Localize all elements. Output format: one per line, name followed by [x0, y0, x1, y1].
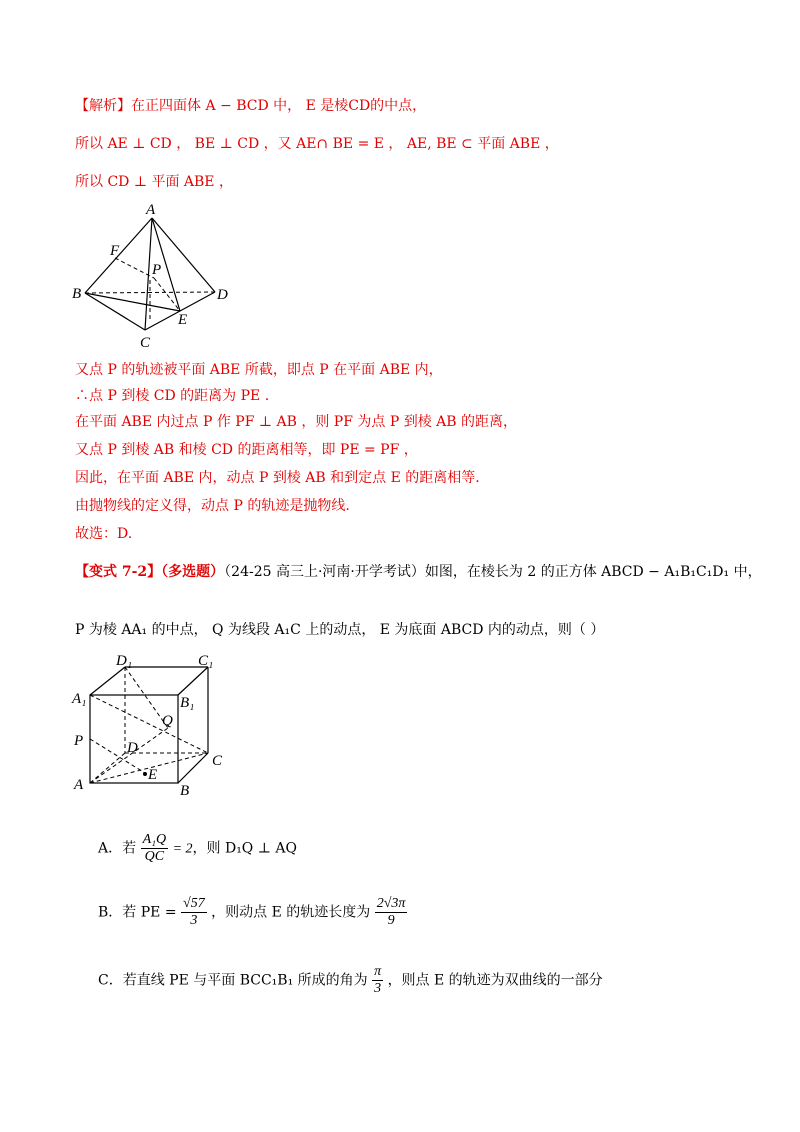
- edge-B1C1: [178, 667, 208, 695]
- point-E: [143, 772, 147, 776]
- label-C: C: [140, 335, 151, 350]
- analysis-line-3: 所以 CD ⊥ 平面 ABE ，: [75, 174, 233, 190]
- segment-FP: [115, 258, 154, 278]
- analysis-line-10: 故选：D.: [75, 526, 133, 542]
- analysis-line-9: 由抛物线的定义得，动点 P 的轨迹是抛物线.: [75, 498, 350, 514]
- label-B1: B₁: [180, 695, 195, 711]
- analysis-line-2: 所以 AE ⊥ CD ， BE ⊥ CD ，又 AE∩ BE = E ， AE, BE ⊂ 平面 ABE ，: [75, 136, 559, 152]
- analysis-line-7: 又点 P 到棱 AB 和棱 CD 的距离相等，即 PE = PF ，: [75, 442, 418, 458]
- variant-line-1: [75, 562, 762, 582]
- label-D: D: [217, 287, 228, 303]
- variant-line-2: P 为棱 AA₁ 的中点， Q 为线段 A₁C 上的动点， E 为底面 ABCD 内的动点，则（ ）: [75, 622, 605, 638]
- analysis-line-4: 又点 P 的轨迹被平面 ABE 所截，即点 P 在平面 ABE 内，: [75, 362, 443, 378]
- analysis-line-1: 【解析】在正四面体 A − BCD 中， E 是棱CD的中点，: [75, 98, 427, 114]
- option-a: A．若 $\frac{\text{A₁Q}}{QC}$ = 2，则 D₁Q ⊥ AQ: [98, 832, 297, 864]
- variant-source: （24-25 高三上·河南·开学考试）如图，在棱长为 2 的正方体 ABCD − A₁B₁C₁D₁ 中，: [224, 564, 762, 580]
- label-D: D: [127, 740, 138, 756]
- label-E: E: [178, 312, 188, 328]
- cube-figure: [70, 655, 240, 805]
- variant-tag: 【变式 7-2】（多选题）: [75, 564, 225, 580]
- analysis-line-5: ∴点 P 到棱 CD 的距离为 PE .: [75, 388, 270, 404]
- label-B: B: [72, 286, 82, 302]
- label-A1: A₁: [72, 691, 87, 707]
- label-P: P: [152, 262, 162, 278]
- label-Q: Q: [162, 713, 173, 729]
- tetrahedron-figure: [70, 200, 240, 350]
- label-B: B: [180, 783, 190, 799]
- edge-A1D1: [90, 667, 125, 695]
- front-face: [90, 695, 178, 783]
- segment-PE: [154, 278, 180, 311]
- edge-BD-hidden: [85, 292, 215, 293]
- label-P: P: [74, 733, 84, 749]
- fraction-c: $\frac{\pi}{3}$: [374, 964, 382, 996]
- label-E: E: [148, 767, 158, 783]
- label-A: A: [74, 777, 84, 793]
- label-D1: D₁: [116, 655, 133, 669]
- option-b: B．若 PE = $\frac{√57}{3}$ ，则动点 E 的轨迹长度为 $\frac{2√3\pi}{9}$: [98, 896, 406, 928]
- analysis-line-8: 因此，在平面 ABE 内，动点 P 到棱 AB 和到定点 E 的距离相等.: [75, 470, 480, 486]
- edge-AD: [152, 218, 215, 292]
- fraction-b2: $\frac{2√3\pi}{9}$: [376, 896, 406, 928]
- label-C1: C₁: [198, 655, 214, 669]
- fraction-b1: $\frac{√57}{3}$: [183, 896, 205, 928]
- label-C: C: [212, 753, 223, 769]
- edge-AC: [145, 218, 152, 330]
- label-F: F: [110, 243, 120, 259]
- analysis-line-6: 在平面 ABE 内过点 P 作 PF ⊥ AB ，则 PF 为点 P 到棱 AB 的距离，: [75, 414, 517, 430]
- edge-BC: [178, 753, 208, 783]
- fraction-a: $\frac{\text{A₁Q}}{QC}$: [142, 832, 167, 864]
- label-A: A: [146, 202, 156, 218]
- option-c: C．若直线 PE 与平面 BCC₁B₁ 所成的角为 $\frac{\pi}{3}$ ，则点 E 的轨迹为双曲线的一部分: [98, 964, 603, 996]
